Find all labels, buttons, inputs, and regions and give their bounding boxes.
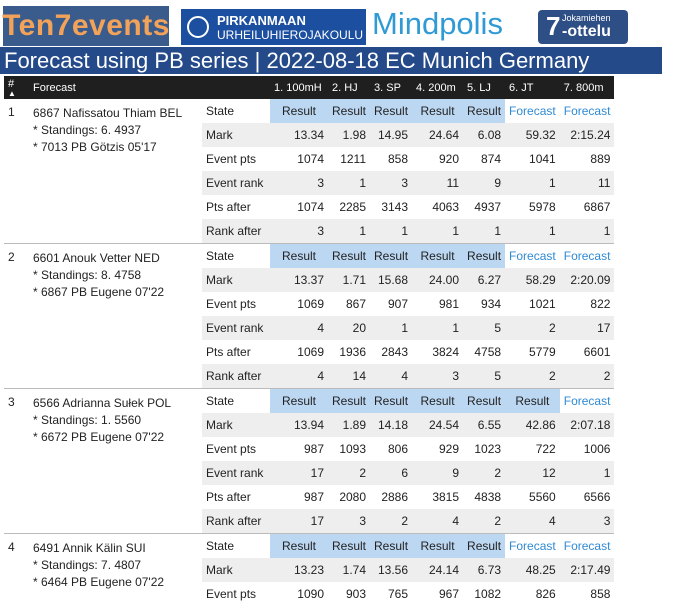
row-label: Event pts [206, 442, 257, 456]
value-cell: 987 [303, 442, 324, 456]
value-cell: 1 [412, 219, 463, 244]
value-cell: 822 [590, 297, 611, 311]
value-cell: 2:07.18 [560, 413, 615, 437]
value-cell: 934 [481, 297, 502, 311]
value-cell: 1093 [339, 442, 367, 456]
value-cell: 4937 [474, 200, 502, 214]
column-header-label: 6. JT [509, 81, 534, 94]
value-cell: 903 [345, 587, 367, 601]
row-label: Pts after [206, 490, 251, 504]
row-label: Mark [202, 413, 270, 437]
value-cell: 24.00 [412, 268, 463, 292]
value-cell: 3143 [381, 200, 409, 214]
row-label: State [206, 104, 235, 118]
value-cell: 2 [505, 316, 560, 340]
column-header[interactable] [328, 76, 370, 99]
value-cell: 13.34 [270, 123, 328, 147]
value-cell: 6601 [583, 345, 611, 359]
row-label: Event pts [206, 152, 257, 166]
value-cell: 6.55 [463, 413, 505, 437]
table-row [4, 99, 614, 123]
value-cell: 2 [463, 509, 505, 534]
value-cell: 20 [328, 316, 370, 340]
value-cell: 987 [303, 490, 324, 504]
value-cell: 17 [560, 316, 615, 340]
value-cell: 3 [412, 364, 463, 389]
value-cell: 5 [463, 316, 505, 340]
column-header[interactable] [412, 76, 463, 99]
state-cell: Result [463, 244, 505, 269]
value-cell: 2 [505, 364, 560, 389]
value-cell: 6566 [583, 490, 611, 504]
athlete-pb: * 7013 PB Götzis 05'17 [33, 140, 157, 154]
value-cell: 4 [270, 364, 328, 389]
value-cell: 2 [370, 509, 412, 534]
value-cell: 765 [388, 587, 409, 601]
value-cell: 2 [560, 364, 615, 389]
value-cell: 1.98 [328, 123, 370, 147]
state-cell: Result [370, 389, 412, 414]
table-row [4, 389, 614, 414]
jok-word: -ottelu [562, 23, 611, 40]
value-cell: 1 [370, 316, 412, 340]
seal-icon [187, 16, 209, 38]
value-cell: 1006 [583, 442, 611, 456]
state-cell: Forecast [560, 534, 615, 559]
value-cell: 3 [328, 509, 370, 534]
value-cell: 4 [412, 509, 463, 534]
value-cell: 3 [270, 219, 328, 244]
value-cell: 6 [370, 461, 412, 485]
column-header-label: 4. 200m [416, 81, 456, 94]
value-cell: 1 [370, 219, 412, 244]
athlete-name: 6601 Anouk Vetter NED [33, 251, 160, 265]
athlete-standings: * Standings: 8. 4758 [33, 268, 142, 282]
value-cell: 1 [560, 461, 615, 485]
value-cell: 1 [505, 219, 560, 244]
value-cell: 858 [388, 152, 409, 166]
state-cell: Result [463, 99, 505, 123]
value-cell: 4 [370, 364, 412, 389]
state-cell: Forecast [505, 244, 560, 269]
state-cell: Result [270, 534, 328, 559]
column-header-label: 7. 800m [563, 81, 604, 94]
value-cell: 13.37 [270, 268, 328, 292]
athlete-rank: 3 [4, 389, 29, 534]
row-label: Rank after [202, 509, 270, 534]
value-cell: 3815 [432, 490, 460, 504]
table-row [4, 244, 614, 269]
value-cell: 9 [412, 461, 463, 485]
value-cell: 1936 [339, 345, 367, 359]
value-cell: 13.56 [370, 558, 412, 582]
column-header[interactable] [202, 76, 270, 99]
value-cell: 2 [463, 461, 505, 485]
value-cell: 14 [328, 364, 370, 389]
value-cell: 1 [463, 219, 505, 244]
value-cell: 929 [439, 442, 460, 456]
value-cell: 42.86 [505, 413, 560, 437]
column-header[interactable] [463, 76, 505, 99]
value-cell: 2 [328, 461, 370, 485]
value-cell: 722 [535, 442, 556, 456]
value-cell: 907 [388, 297, 409, 311]
value-cell: 1074 [297, 200, 324, 214]
value-cell: 826 [535, 587, 556, 601]
table-row [4, 534, 614, 559]
value-cell: 1074 [297, 152, 324, 166]
state-cell: Result [328, 534, 370, 559]
value-cell: 1 [328, 171, 370, 195]
value-cell: 1023 [474, 442, 502, 456]
value-cell: 889 [590, 152, 611, 166]
value-cell: 1041 [529, 152, 556, 166]
column-header[interactable] [560, 76, 615, 99]
pirkanmaa-line1: PIRKANMAAN [217, 12, 306, 28]
value-cell: 1 [560, 219, 615, 244]
column-header-label: 1. 100mH [274, 81, 322, 94]
value-cell: 12 [505, 461, 560, 485]
state-cell: Forecast [505, 534, 560, 559]
value-cell: 1069 [297, 345, 324, 359]
value-cell: 2285 [339, 200, 367, 214]
row-label: Rank after [202, 219, 270, 244]
value-cell: 4758 [474, 345, 502, 359]
state-cell: Result [370, 99, 412, 123]
value-cell: 24.14 [412, 558, 463, 582]
row-label: Event rank [202, 316, 270, 340]
value-cell: 4838 [474, 490, 502, 504]
jok-small: Jokamiehen [562, 13, 611, 23]
value-cell: 1.74 [328, 558, 370, 582]
row-label: State [202, 244, 270, 269]
row-label: Event pts [206, 587, 257, 601]
column-header-label: # [8, 77, 15, 90]
athlete-name: 6491 Annik Kälin SUI [33, 541, 146, 555]
value-cell: 24.54 [412, 413, 463, 437]
value-cell: 806 [388, 442, 409, 456]
value-cell: 5779 [529, 345, 556, 359]
athlete-info [29, 99, 202, 244]
mindpolis-logo: Mindpolis [372, 6, 503, 41]
athlete-info [29, 244, 202, 389]
value-cell: 6.73 [463, 558, 505, 582]
state-cell: Forecast [560, 99, 615, 123]
value-cell: 6.08 [463, 123, 505, 147]
column-header[interactable] [29, 76, 202, 99]
value-cell: 15.68 [370, 268, 412, 292]
value-cell: 24.64 [412, 123, 463, 147]
athlete-standings: * Standings: 1. 5560 [33, 413, 142, 427]
table-header-row [4, 76, 614, 99]
athlete-pb: * 6867 PB Eugene 07'22 [33, 285, 165, 299]
athlete-rank: 4 [4, 534, 29, 607]
state-cell: Result [370, 534, 412, 559]
column-header[interactable] [370, 76, 412, 99]
value-cell: 1211 [340, 152, 367, 166]
column-header-label: 3. SP [374, 81, 401, 94]
column-header-label: Forecast [33, 81, 76, 94]
value-cell: 2886 [381, 490, 409, 504]
state-cell: Result [463, 534, 505, 559]
state-cell: Result [463, 389, 505, 414]
state-cell: Forecast [560, 389, 615, 414]
column-header[interactable] [270, 76, 328, 99]
athlete-standings: * Standings: 7. 4807 [33, 558, 142, 572]
value-cell: 967 [439, 587, 460, 601]
row-label: Pts after [206, 200, 251, 214]
state-cell: Forecast [560, 244, 615, 269]
row-label: State [202, 534, 270, 559]
state-cell: Result [328, 99, 370, 123]
value-cell: 2:20.09 [560, 268, 615, 292]
value-cell: 1 [328, 219, 370, 244]
value-cell: 867 [345, 297, 367, 311]
value-cell: 2:15.24 [560, 123, 615, 147]
state-cell: Result [270, 99, 328, 123]
pirkanmaa-line2: URHEILUHIEROJAKOULU [217, 27, 364, 42]
page-title: Forecast using PB series | 2022-08-18 EC Munich Germany [0, 47, 662, 74]
ten7events-logo: Ten7events [3, 6, 169, 46]
value-cell: 6.27 [463, 268, 505, 292]
state-cell: Forecast [505, 99, 560, 123]
value-cell: 1.89 [328, 413, 370, 437]
value-cell: 920 [439, 152, 460, 166]
row-label: Rank after [202, 364, 270, 389]
state-cell: Result [412, 534, 463, 559]
state-cell: Result [412, 389, 463, 414]
athlete-info [29, 534, 202, 607]
value-cell: 17 [270, 509, 328, 534]
value-cell: 1021 [529, 297, 556, 311]
value-cell: 3 [370, 171, 412, 195]
state-cell: Result [270, 389, 328, 414]
jok-number: 7 [546, 11, 561, 41]
value-cell: 858 [590, 587, 611, 601]
value-cell: 11 [412, 171, 463, 195]
row-label: Event rank [202, 171, 270, 195]
sort-ascending-icon: ▲ [8, 88, 16, 98]
column-header[interactable] [4, 76, 29, 99]
state-cell: Result [412, 99, 463, 123]
value-cell: 5978 [529, 200, 556, 214]
value-cell: 14.18 [370, 413, 412, 437]
value-cell: 1 [412, 316, 463, 340]
value-cell: 1082 [474, 587, 502, 601]
logo-bar [0, 0, 680, 46]
column-header[interactable] [505, 76, 560, 99]
athlete-standings: * Standings: 6. 4937 [33, 123, 142, 137]
value-cell: 6867 [583, 200, 611, 214]
value-cell: 1090 [297, 587, 324, 601]
value-cell: 11 [560, 171, 615, 195]
value-cell: 13.23 [270, 558, 328, 582]
pirkanmaa-logo [181, 9, 366, 45]
athlete-pb: * 6672 PB Eugene 07'22 [33, 430, 165, 444]
value-cell: 5560 [529, 490, 556, 504]
forecast-table [4, 76, 614, 606]
state-cell: Result [328, 389, 370, 414]
row-label: Event rank [202, 461, 270, 485]
value-cell: 981 [439, 297, 460, 311]
state-cell: Result [328, 244, 370, 269]
value-cell: 3824 [432, 345, 460, 359]
state-cell: Result [270, 244, 328, 269]
value-cell: 17 [270, 461, 328, 485]
value-cell: 3 [560, 509, 615, 534]
value-cell: 4063 [432, 200, 460, 214]
value-cell: 1 [505, 171, 560, 195]
row-label: Mark [202, 123, 270, 147]
value-cell: 58.29 [505, 268, 560, 292]
row-label: State [202, 389, 270, 414]
athlete-pb: * 6464 PB Eugene 07'22 [33, 575, 165, 589]
athlete-name: 6566 Adrianna Sułek POL [33, 396, 172, 410]
value-cell: 1.71 [328, 268, 370, 292]
value-cell: 2843 [381, 345, 409, 359]
athlete-info [29, 389, 202, 534]
row-label: Mark [202, 268, 270, 292]
value-cell: 4 [270, 316, 328, 340]
state-cell: Result [412, 244, 463, 269]
athlete-name: 6867 Nafissatou Thiam BEL [33, 106, 183, 120]
value-cell: 2:17.49 [560, 558, 615, 582]
jokamiehen-logo [538, 10, 628, 44]
value-cell: 13.94 [270, 413, 328, 437]
value-cell: 4 [505, 509, 560, 534]
row-label: Event pts [206, 297, 257, 311]
value-cell: 59.32 [505, 123, 560, 147]
state-cell: Result [370, 244, 412, 269]
value-cell: 3 [270, 171, 328, 195]
value-cell: 874 [481, 152, 502, 166]
athlete-rank: 1 [8, 105, 15, 119]
state-cell: Result [505, 389, 560, 414]
value-cell: 48.25 [505, 558, 560, 582]
value-cell: 1069 [297, 297, 324, 311]
column-header-label: 5. LJ [467, 81, 491, 94]
row-label: Mark [202, 558, 270, 582]
value-cell: 9 [463, 171, 505, 195]
value-cell: 14.95 [370, 123, 412, 147]
value-cell: 2080 [339, 490, 367, 504]
row-label: Pts after [206, 345, 251, 359]
column-header-label: 2. HJ [332, 81, 358, 94]
value-cell: 5 [463, 364, 505, 389]
athlete-rank: 2 [4, 244, 29, 389]
